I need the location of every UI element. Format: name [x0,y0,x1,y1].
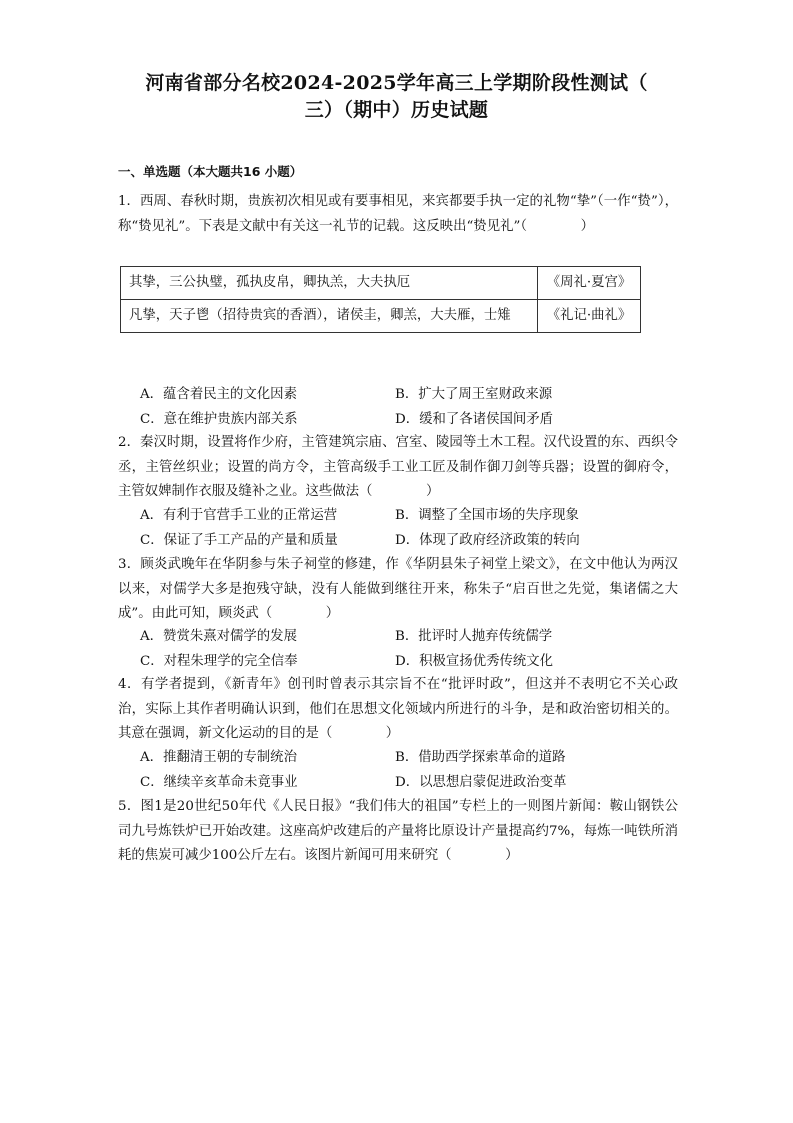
option-b[interactable]: B．扩大了周王室财政来源 [395,387,553,402]
table-cell-text: 凡挚，天子鬯（招待贵宾的香酒），诸侯圭，卿羔，大夫雁，士雉 [121,300,538,333]
question-1-options [140,383,660,432]
option-a[interactable]: A．推翻清王朝的专制统治 [140,750,297,765]
page-title [120,70,673,124]
title-line-2: 三）（期中）历史试题 [304,99,489,121]
option-b[interactable]: B．批评时人抛弃传统儒学 [395,629,553,644]
question-5-stem: 5．图1是20世纪50年代《人民日报》“我们伟大的祖国”专栏上的一则图片新闻：鞍山钢铁公司九号炼铁炉已开始改建。这座高炉改建后的产量将比原设计产量提高约7%，每炼一吨铁所消耗的焦炭可减少100公斤左右。该图片新闻可用来研究（ ） [118,799,678,863]
question-2-options [140,504,660,553]
option-d[interactable]: D．体现了政府经济政策的转向 [395,532,580,548]
option-c[interactable]: C．意在维护贵族内部关系 [140,411,298,427]
option-a[interactable]: A．有利于官营手工业的正常运营 [140,508,338,523]
option-d[interactable]: D．以思想启蒙促进政治变革 [395,774,567,790]
question-4-options [140,746,660,795]
option-a[interactable]: A．赞赏朱熹对儒学的发展 [140,629,297,644]
question-1-source-table [120,266,641,333]
option-d[interactable]: D．积极宣扬优秀传统文化 [395,653,554,669]
section-heading: 一、单选题（本大题共16 小题） [118,164,303,179]
option-c[interactable]: C．对程朱理学的完全信奉 [140,653,298,669]
table-cell-citation: 《周礼·夏宫》 [538,267,641,300]
table-cell-text: 其挚，三公执璧，孤执皮帛，卿执羔，大夫执厄 [121,267,538,300]
question-3-stem: 3．顾炎武晚年在华阴参与朱子祠堂的修建，作《华阴县朱子祠堂上梁文》，在文中他认为两汉以来，对儒学大多是抱残守缺，没有人能做到继往开来，称朱子“启百世之先觉，集诸儒之大成”。由此可知，顾炎武（ ） [118,557,678,621]
table-cell-citation: 《礼记·曲礼》 [538,300,641,333]
question-4-stem: 4．有学者提到，《新青年》创刊时曾表示其宗旨不在“批评时政”，但这并不表明它不关心政治，实际上其作者明确认识到，他们在思想文化领域内所进行的斗争，是和政治密切相关的。其意在强调，新文化运动的目的是（ ） [118,677,678,741]
option-a[interactable]: A．蕴含着民主的文化因素 [140,387,297,402]
option-b[interactable]: B．借助西学探索革命的道路 [395,750,566,765]
option-d[interactable]: D．缓和了各诸侯国间矛盾 [395,411,554,427]
question-2-stem: 2．秦汉时期，设置将作少府，主管建筑宗庙、宫室、陵园等土木工程。汉代设置的东、西织令丞，主管丝织业；设置的尚方令，主管高级手工业工匠及制作御刀剑等兵器；设置的御府令，主管奴婢制作衣服及缝补之业。这些做法（ ） [118,435,678,499]
option-b[interactable]: B．调整了全国市场的失序现象 [395,508,579,523]
question-3-options [140,625,660,674]
option-c[interactable]: C．继续辛亥革命未竟事业 [140,774,298,790]
table-row [121,267,641,300]
table-row [121,300,641,333]
question-1-stem: 1．西周、春秋时期，贵族初次相见或有要事相见，来宾都要手执一定的礼物“挚”（一作“贽”），称“贽见礼”。下表是文献中有关这一礼节的记载。这反映出“贽见礼”（ ） [118,194,678,234]
option-c[interactable]: C．保证了手工产品的产量和质量 [140,532,338,548]
title-line-1: 河南省部分名校2024-2025学年高三上学期阶段性测试（ [145,72,648,94]
